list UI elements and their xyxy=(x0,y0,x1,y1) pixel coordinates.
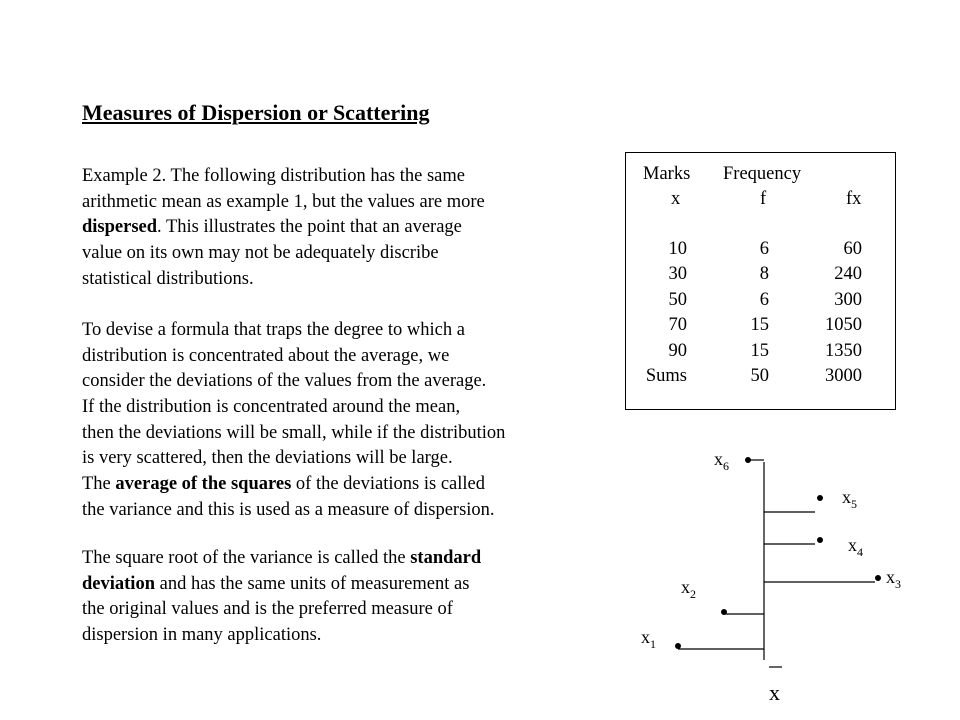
text-segment: Example 2. The following distribution has the same xyxy=(82,166,465,186)
table-header-x: x xyxy=(671,189,681,209)
text-segment: of the deviations is called xyxy=(291,474,485,495)
table-cell: 1050 xyxy=(825,315,862,335)
label-x2: $x_2$ xyxy=(681,577,696,601)
text-segment: arithmetic mean as example 1, but the values are more xyxy=(82,191,485,212)
text-segment: and has the same units of measurement as xyxy=(154,573,470,594)
table-cell: 8 xyxy=(759,264,769,284)
text-segment: The xyxy=(82,474,116,495)
page-title: Measures of Dispersion or Scattering xyxy=(82,100,430,125)
text-segment: statistical distributions. xyxy=(82,268,254,289)
table-cell: 70 xyxy=(668,315,687,335)
table-header-f: f xyxy=(760,189,767,209)
label-x3: $x_3$ xyxy=(886,567,901,591)
text-segment: If the distribution is concentrated around the mean, xyxy=(82,397,461,418)
text-segment: value on its own may not be adequately discribe xyxy=(82,243,439,264)
bold-term: standard xyxy=(410,548,482,568)
bold-term: deviation xyxy=(82,573,155,594)
point-x6 xyxy=(745,457,751,463)
text-segment: To devise a formula that traps the degree to which a xyxy=(82,320,465,340)
point-x2 xyxy=(721,609,727,615)
bold-term: average of the squares xyxy=(115,474,292,495)
table-cell: 240 xyxy=(834,264,862,284)
text-segment: dispersion in many applications. xyxy=(82,625,322,646)
table-cell: 300 xyxy=(834,290,862,310)
label-x6: $x_6$ xyxy=(714,449,729,473)
table-cell: 15 xyxy=(750,315,769,335)
text-segment: the variance and this is used as a measure of dispersion. xyxy=(82,499,495,520)
table-cell: 60 xyxy=(843,239,862,259)
point-x5 xyxy=(817,495,823,501)
table-cell: 50 xyxy=(750,366,769,386)
point-x3 xyxy=(875,575,881,581)
bold-term: dispersed xyxy=(82,217,158,238)
table-cell: 30 xyxy=(668,264,687,284)
table-cell: 90 xyxy=(668,341,687,361)
table-cell: Sums xyxy=(645,366,687,386)
table-header-frequency: Frequency xyxy=(723,164,802,184)
table-cell: 10 xyxy=(668,239,687,259)
table-cell: 3000 xyxy=(825,366,862,386)
point-x4 xyxy=(817,537,823,543)
table-header-fx: fx xyxy=(846,189,862,209)
point-x1 xyxy=(675,643,681,649)
table-cell: 6 xyxy=(759,290,769,310)
text-segment: . This illustrates the point that an average xyxy=(157,217,462,238)
table-cell: 6 xyxy=(759,239,769,259)
label-x5: $x_5$ xyxy=(842,487,857,511)
text-segment: the original values and is the preferred measure of xyxy=(82,599,453,620)
text-segment: consider the deviations of the values from the average. xyxy=(82,371,487,392)
table-header-marks: Marks xyxy=(643,164,691,184)
mean-symbol: x xyxy=(769,680,780,705)
table-cell: 1350 xyxy=(825,341,862,361)
label-x4: $x_4$ xyxy=(848,535,863,559)
label-x1: $x_1$ xyxy=(641,627,656,651)
text-segment: is very scattered, then the deviations will be large. xyxy=(82,448,453,469)
table-cell: 50 xyxy=(668,290,687,310)
text-segment: then the deviations will be small, while if the distribution xyxy=(82,422,506,443)
text-segment: distribution is concentrated about the average, we xyxy=(82,345,450,366)
text-segment: The square root of the variance is called the xyxy=(82,548,411,568)
table-cell: 15 xyxy=(750,341,769,361)
